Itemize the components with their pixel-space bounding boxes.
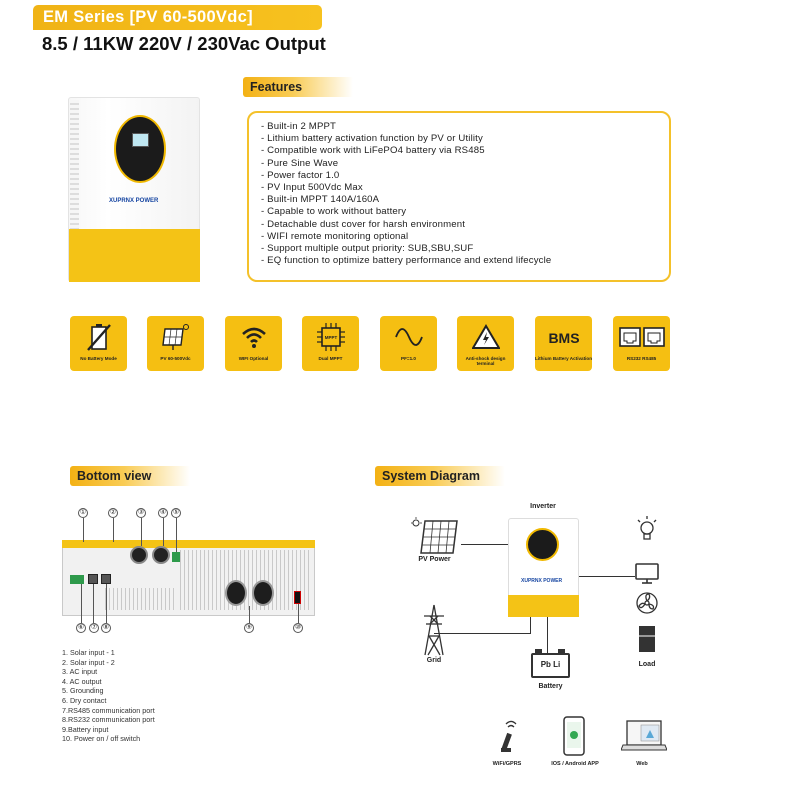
- callout-6: ⑥: [77, 624, 85, 631]
- battery-label: Battery: [538, 683, 563, 690]
- feature-icon-card: [457, 316, 514, 371]
- feature-item: - PV Input 500Vdc Max: [261, 182, 363, 194]
- battery-terminal: [535, 649, 542, 653]
- fridge-icon: [639, 626, 655, 652]
- wire-pv: [461, 544, 508, 545]
- app-label: IOS / Android APP: [551, 761, 599, 767]
- callout-9: ⑨: [245, 624, 253, 631]
- wire-load: [579, 576, 635, 577]
- features-heading: Features: [243, 77, 353, 97]
- leader-line: [106, 584, 107, 623]
- wifi-gprs-label: WiFi/GPRS: [492, 761, 522, 767]
- callout-1: ①: [79, 509, 87, 516]
- power-switch: [294, 591, 301, 604]
- feature-icon-caption: Anti-shock design terminal: [465, 356, 506, 367]
- dry-contact-port: [70, 575, 84, 584]
- feature-item: - Built-in MPPT 140A/160A: [261, 194, 380, 206]
- icon-glyph-text: MPPT: [324, 335, 337, 340]
- feature-item: - WIFI remote monitoring optional: [261, 230, 409, 242]
- legend-item: 1. Solar input - 1: [62, 648, 115, 657]
- inverter-screen: [132, 133, 149, 147]
- solar-panel-icon: [147, 322, 204, 352]
- no-battery-icon: [70, 322, 127, 352]
- feature-icon-caption: Dual MPPT: [318, 356, 343, 361]
- leader-line: [163, 518, 164, 546]
- leader-line: [93, 584, 94, 623]
- bottom-view-heading: Bottom view: [70, 466, 190, 486]
- feature-item: - Power factor 1.0: [261, 169, 340, 181]
- legend-item: 2. Solar input - 2: [62, 657, 115, 667]
- feature-item: - Capable to work without battery: [261, 206, 407, 218]
- legend-item: 7.RS485 communication port: [62, 705, 155, 715]
- legend-item: 3. AC input: [62, 667, 98, 677]
- warning-icon: [457, 322, 514, 352]
- feature-item: - Support multiple output priority: SUB,SBU,SUF: [261, 243, 474, 255]
- inverter-vent: [70, 100, 79, 240]
- pv-power-label: PV Power: [418, 556, 451, 563]
- grid-label: Grid: [426, 657, 442, 664]
- rs485-port: [88, 574, 98, 584]
- callout-3: ③: [137, 509, 145, 516]
- battery-input-port-b: [252, 580, 274, 606]
- solar-input-1-port: [130, 546, 148, 564]
- inverter-display-ring: [114, 115, 166, 183]
- legend-item: 8.RS232 communication port: [62, 715, 155, 725]
- brand-logo: XUPRNX POWER: [109, 198, 159, 204]
- battery-input-port-a: [225, 580, 247, 606]
- legend-item: 9.Battery input: [62, 724, 109, 734]
- bms-icon: [535, 322, 592, 352]
- grid-tower-icon: [422, 604, 446, 656]
- feature-icon-card: [302, 316, 359, 371]
- feature-icon-caption: PF=1.0: [401, 356, 416, 361]
- system-inverter-stripe: [508, 595, 579, 617]
- leader-line: [141, 518, 142, 546]
- callout-4: ④: [159, 509, 167, 516]
- feature-icon-card: [613, 316, 670, 371]
- callout-5: ⑤: [172, 509, 180, 516]
- callout-7: ⑦: [90, 624, 98, 631]
- solar-panel-icon: [411, 517, 461, 557]
- callout-2: ②: [109, 509, 117, 516]
- leader-line: [249, 606, 250, 623]
- bottom-panel-stripe: [62, 540, 315, 548]
- feature-icon-card: [225, 316, 282, 371]
- battery-terminal: [558, 649, 565, 653]
- bottom-vent: [180, 550, 310, 610]
- features-box: [247, 111, 671, 282]
- feature-item: - Built-in 2 MPPT: [261, 121, 337, 132]
- feature-icon-caption: RS232 RS485: [626, 356, 657, 361]
- chip-icon: [302, 322, 359, 352]
- leader-line: [176, 518, 177, 552]
- leader-line: [113, 518, 114, 542]
- feature-icon-card: [147, 316, 204, 371]
- battery-chemistry: Pb Li: [540, 660, 561, 669]
- fan-icon: [637, 593, 657, 613]
- sine-wave-icon: [380, 322, 437, 352]
- feature-item: - Compatible work with LiFePO4 battery via RS485: [261, 145, 485, 157]
- inverter-label: Inverter: [530, 503, 556, 510]
- phone-icon: [563, 716, 585, 756]
- feature-icon-card: [380, 316, 437, 371]
- series-title: EM Series [PV 60-500Vdc]: [33, 5, 322, 30]
- solar-input-2-port: [152, 546, 170, 564]
- leader-line: [83, 518, 84, 542]
- callout-8: ⑧: [102, 624, 110, 631]
- feature-item: - EQ function to optimize battery performance and extend lifecycle: [261, 255, 552, 267]
- feature-icon-caption: WIFI Optional: [238, 356, 269, 361]
- wire-battery: [547, 617, 548, 653]
- load-icons: [633, 514, 661, 668]
- feature-icon-caption: PV 60-500Vdc: [160, 356, 191, 361]
- grounding-terminal: [172, 552, 180, 562]
- wire-grid-drop: [530, 617, 531, 634]
- features-list: [261, 121, 669, 267]
- leader-line: [298, 604, 299, 623]
- legend-item: 4. AC output: [62, 676, 102, 686]
- output-subtitle: 8.5 / 11KW 220V / 230Vac Output: [42, 33, 326, 54]
- feature-icon-card: [535, 316, 592, 371]
- ethernet-port-icon: [613, 322, 670, 352]
- feature-icon-card: [70, 316, 127, 371]
- bulb-icon: [638, 516, 656, 539]
- callout-10: ⑩: [294, 624, 302, 631]
- system-inverter-display: [526, 528, 559, 561]
- legend-item: 6. Dry contact: [62, 695, 107, 705]
- web-laptop-icon: [621, 719, 667, 753]
- wifi-icon: [225, 322, 282, 352]
- feature-icon-caption: No Battery Mode: [80, 356, 117, 361]
- system-diagram-heading: System Diagram: [375, 466, 505, 486]
- legend-item: 10. Power on / off switch: [62, 734, 141, 744]
- web-label: Web: [636, 761, 648, 767]
- rs232-port: [101, 574, 111, 584]
- wire-grid: [434, 633, 530, 634]
- bottom-view-legend: [62, 648, 155, 744]
- wifi-gprs-icon: [495, 718, 521, 754]
- feature-item: - Detachable dust cover for harsh environment: [261, 218, 466, 230]
- tv-icon: [636, 564, 658, 583]
- feature-item: - Pure Sine Wave: [261, 157, 339, 169]
- legend-item: 5. Grounding: [62, 686, 104, 696]
- icon-glyph-text: BMS: [547, 330, 580, 346]
- leader-line: [81, 584, 82, 623]
- inverter-yellow-panel: [69, 229, 200, 282]
- bottom-vent-left: [105, 588, 175, 610]
- system-brand-logo: XUPRNX POWER: [521, 578, 563, 584]
- load-label: Load: [638, 661, 656, 668]
- feature-item: - Lithium battery activation function by PV or Utility: [261, 133, 483, 145]
- feature-icon-caption: Lithium Battery Activation: [535, 356, 593, 361]
